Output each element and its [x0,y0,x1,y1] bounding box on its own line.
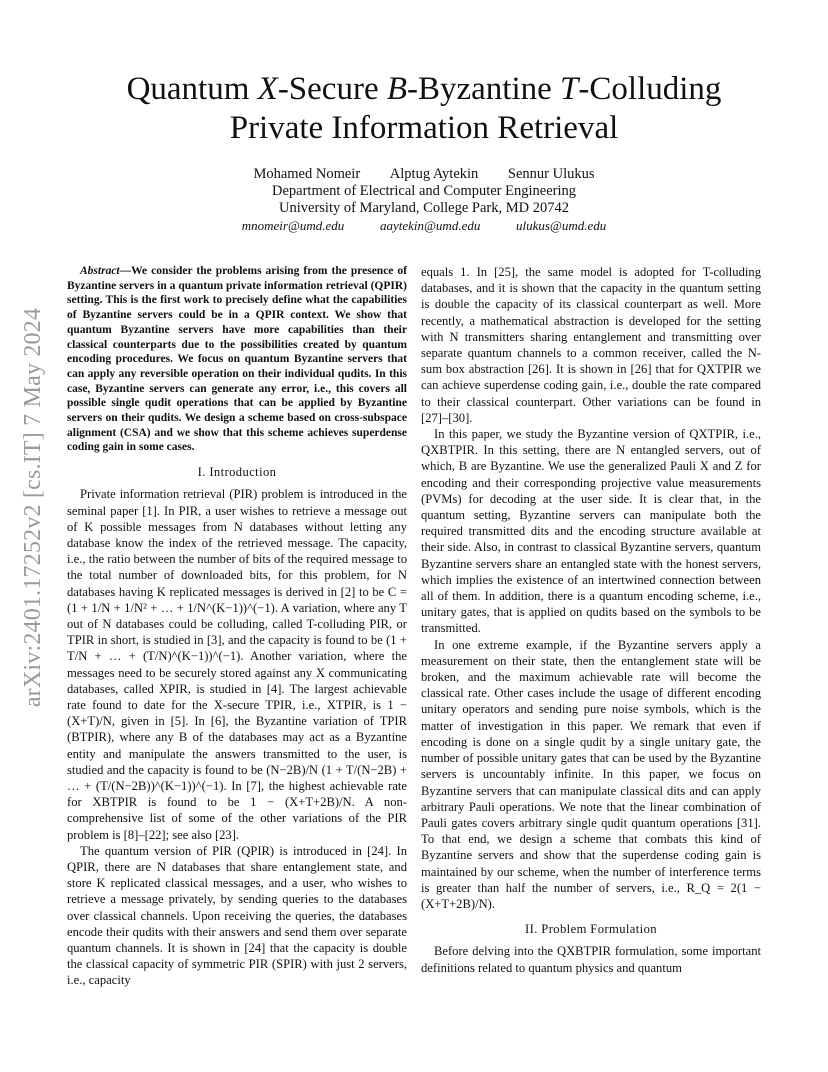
left-column [67,264,407,989]
author-name: Sennur Ulukus [507,166,595,182]
author-name: Alptug Aytekin [389,166,479,182]
author-emails [60,217,788,235]
paragraph: In this paper, we study the Byzantine version of QXTPIR, i.e., QXBTPIR. In this setting, there are N entangled servers, out of which, B are Byzantine. We use the generalized Pauli X and Z for encoding and their corresponding projective value measurements (PVMs) for decoding at the user side. It is clear that, in the quantum setting, Byzantine servers can manipulate both the required transmitted dits and the encoding structure available at their side. Also, in contrast to classical Byzantine servers, quantum Byzantine servers share an entangled state with the honest servers, which implies the existence of an intertwined connection between all of them. In addition, there is a quantum encoding scheme, i.e., unitary gates, that is applied on qudits based on the symbols to be transmitted. [421,427,761,636]
affiliation-department: Department of Electrical and Computer Engineering [272,183,576,199]
paragraph: In one extreme example, if the Byzantine servers apply a measurement on their state, then the entanglement state will be broken, and the maximum achievable rate will become the classical rate. Other cases include the usage of different encoding unitary operators and sending pure noise symbols, which is the matter of investigation in this paper. We remark that even if encoding is done on a single qudit by a single unitary gate, the number of possible unitary gates that can be used by the Byzantine servers is uncountably infinite. In this paper, we focus on Byzantine servers that can manipulate classical dits and can apply arbitrary Pauli operations. We note that the linear combination of Pauli gates covers arbitrary single qudit quantum operations [31]. To that end, we design a scheme that combats this kind of Byzantine servers and show that the superdense coding gain is maintained by our scheme, when the number of interference terms is greater than half the number of servers, i.e., R_Q = 2(1 − (X+T+2B)/N). [421,637,761,911]
author-block [60,166,788,235]
arxiv-identifier-stamp [14,262,54,752]
title-line-2: Private Information Retrieval [229,110,619,146]
paragraph: Before delving into the QXBTPIR formulation, some important definitions related to quantum physics and quantum [421,944,761,975]
right-column [421,264,761,976]
arxiv-id: arXiv:2401.17252v2 [cs.IT] 7 May 2024 [20,307,47,707]
author-email: aaytekin@umd.edu [379,218,481,233]
section-heading-introduction: I. Introduction [197,465,277,480]
author-email: mnomeir@umd.edu [241,218,345,233]
abstract [67,264,407,455]
affiliation-university: University of Maryland, College Park, MD 20742 [279,200,569,216]
paragraph: equals 1. In [25], the same model is adopted for T-colluding databases, and it is shown that the capacity in the quantum setting is double the capacity of its classical counterpart as well. More recently, a mathematical abstraction is developed for the setting with N transmitters sharing entanglement and transmitting over separate quantum channels to a common receiver, called the N-sum box abstraction [26]. It is shown in [26] that for QXTPIR we can achieve superdense coding gain, i.e., double the rate compared to their classical counterpart. Other variations can be found in [27]–[30]. [421,265,761,425]
title-line-1: Quantum X-Secure B-Byzantine T-Colluding [126,71,722,107]
abstract-text: —We consider the problems arising from the presence of Byzantine servers in a quantum private information retrieval (QPIR) setting. This is the first work to precisely define what the capabilities of Byzantine servers could be in a QPIR context. We show that quantum Byzantine servers have more capabilities than their classical counterparts due to the possibilities created by quantum encoding procedures. We focus on quantum Byzantine servers that can apply any reversible operation on their individual qudits. In this case, Byzantine servers can generate any error, i.e., this covers all possible single qudit operations that can be applied by Byzantine servers on their qudits. We design a scheme based on cross-subspace alignment (CSA) and we show that this scheme achieves superdense coding gain in some cases. [67,265,407,454]
author-names [60,166,788,183]
paper-title [60,70,788,148]
paragraph: The quantum version of PIR (QPIR) is introduced in [24]. In QPIR, there are N databases that share entanglement state, and store K replicated classical messages, and a user, who wishes to retrieve a message privately, by sending queries to the databases over classical channels. Upon receiving the queries, the databases encode their qudits with their answers and send them over separate quantum channels. It is shown in [24] that the capacity is double the classical capacity of symmetric PIR (SPIR) with just 2 servers, i.e., capacity [67,843,407,988]
section-heading-problem-formulation: II. Problem Formulation [525,922,657,937]
author-name: Mohamed Nomeir [253,166,361,182]
paragraph: Private information retrieval (PIR) problem is introduced in the seminal paper [1]. In PIR, a user wishes to retrieve a message out of K possible messages from N databases without letting any database know the index of the retrieved message. The capacity, i.e., the ratio between the number of bits of the required message to the total number of downloaded bits, for this problem, for N databases having K replicated messages is derived in [2] to be C = (1 + 1/N + 1/N² + … + 1/N^(K−1))^(−1). A variation, where any T out of N databases could be colluding, called T-colluding PIR, or TPIR in short, is studied in [3], and the capacity is found to be (1 + T/N + … + (T/N)^(K−1))^(−1). Another variation, where the messages need to be securely stored against any X communicating databases, called XPIR, is studied in [4]. The largest achievable rate found to date for the X-secure TPIR, i.e., XTPIR, is 1 − (X+T)/N, given in [5]. In [6], the Byzantine variation of TPIR (BTPIR), where any B of the databases may act as a Byzantine entity and manipulate the answers transmitted to the user, is studied and the capacity is found to be (N−2B)/N (1 + T/(N−2B) + … + (T/(N−2B))^(K−1))^(−1). In [7], the highest achievable rate for XBTPIR is found to be 1 − (X+T+2B)/N. A non-comprehensive list of some of the other variations of the PIR problem is [8]–[22]; see also [23]. [67,487,407,842]
author-email: ulukus@umd.edu [515,218,607,233]
abstract-lead: Abstract [80,265,120,277]
